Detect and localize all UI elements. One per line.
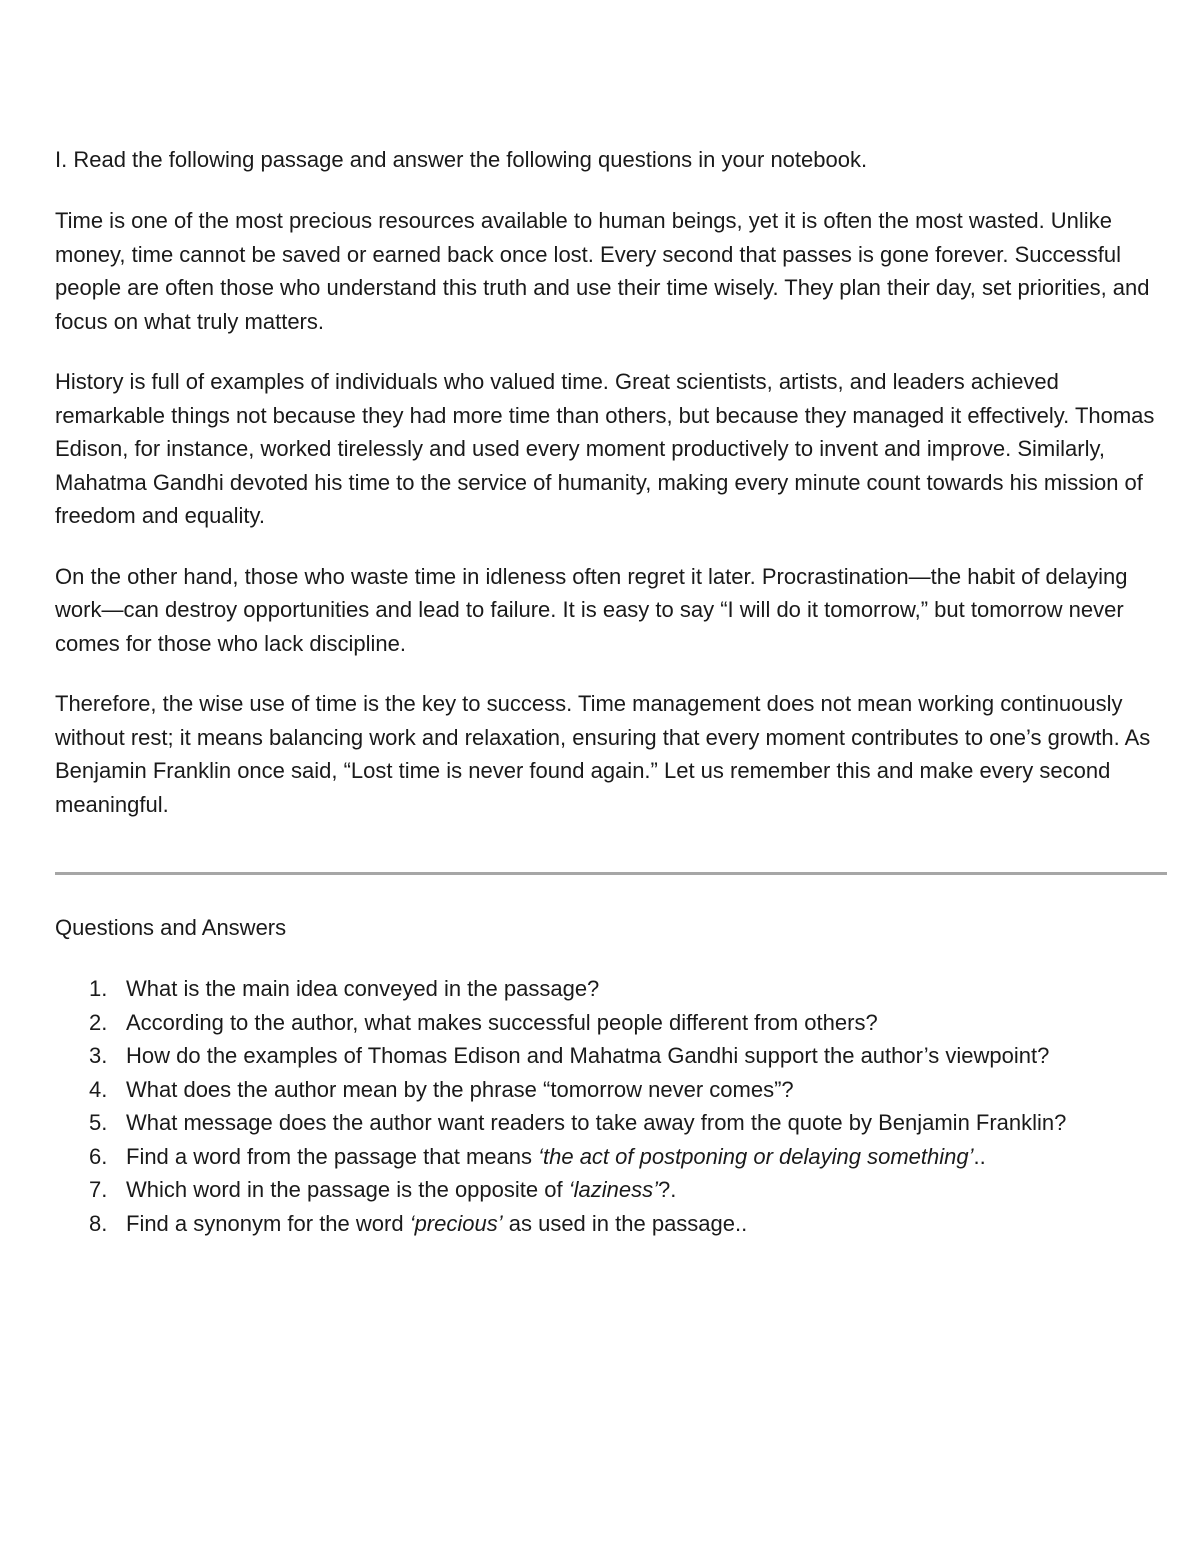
question-text-tail: ?. xyxy=(657,1177,677,1202)
question-italic-phrase: ‘the act of postponing or delaying something’ xyxy=(538,1143,974,1169)
question-number: 6. xyxy=(89,1143,108,1169)
question-item xyxy=(55,1207,1165,1241)
question-number: 2. xyxy=(89,1009,108,1035)
passage-paragraph: On the other hand, those who waste time in idleness often regret it later. Procrastination—the habit of delaying work—can destroy opportunities and lead to failure. It is easy to say “I will do it tomorrow,” but tomorrow never comes for those who lack discipline. xyxy=(55,563,1128,656)
question-text: What message does the author want readers to take away from the quote by Benjamin Franklin? xyxy=(126,1110,1067,1135)
question-text-lead: Which word in the passage is the opposite of xyxy=(126,1177,569,1202)
question-text: What is the main idea conveyed in the passage? xyxy=(126,976,600,1001)
question-item xyxy=(55,972,1165,1006)
questions-heading: Questions and Answers xyxy=(55,915,287,940)
passage-paragraph: Time is one of the most precious resources available to human beings, yet it is often the most wasted. Unlike money, time cannot be saved or earned back once lost. Every second that passes is gone forever. Successful people are often those who understand this truth and use their time wisely. They plan their day, set priorities, and focus on what truly matters. xyxy=(55,208,1150,334)
question-item xyxy=(55,1173,1165,1207)
question-text: What does the author mean by the phrase “tomorrow never comes”? xyxy=(126,1076,794,1102)
question-number: 5. xyxy=(89,1110,108,1135)
question-number: 7. xyxy=(89,1177,108,1202)
question-item xyxy=(55,1140,1165,1174)
question-item xyxy=(55,1106,1165,1140)
passage-paragraph: History is full of examples of individuals who valued time. Great scientists, artists, and leaders achieved remarkable things not because they had more time than others, but because they managed it effectively. Thomas Edison, for instance, worked tirelessly and used every moment productively to invent and improve. Similarly, Mahatma Gandhi devoted his time to the service of humanity, making every minute count towards his mission of freedom and equality. xyxy=(55,369,1155,528)
question-number: 1. xyxy=(89,976,108,1001)
instruction-text: I. Read the following passage and answer the following questions in your notebook. xyxy=(55,147,868,172)
question-text-lead: Find a word from the passage that means xyxy=(126,1143,539,1169)
question-number: 8. xyxy=(89,1210,108,1236)
reading-passage xyxy=(55,204,1165,848)
question-number: 4. xyxy=(89,1076,108,1102)
question-item xyxy=(55,1073,1165,1107)
question-text-tail: as used in the passage.. xyxy=(502,1210,748,1236)
question-number: 3. xyxy=(89,1043,108,1068)
question-italic-phrase: ‘laziness’ xyxy=(568,1177,658,1202)
question-text-tail: .. xyxy=(973,1143,986,1169)
question-item xyxy=(55,1006,1165,1040)
question-text: According to the author, what makes successful people different from others? xyxy=(126,1009,878,1035)
passage-paragraph: Therefore, the wise use of time is the key to success. Time management does not mean working continuously without rest; it means balancing work and relaxation, ensuring that every moment contributes to one’s growth. As Benjamin Franklin once said, “Lost time is never found again.” Let us remember this and make every second meaningful. xyxy=(55,691,1151,817)
question-item xyxy=(55,1039,1165,1073)
question-italic-phrase: ‘precious’ xyxy=(409,1210,503,1236)
question-text: How do the examples of Thomas Edison and Mahatma Gandhi support the author’s viewpoint? xyxy=(126,1043,1050,1068)
question-text-lead: Find a synonym for the word xyxy=(126,1210,410,1236)
section-divider xyxy=(55,872,1167,875)
questions-list xyxy=(55,972,1165,1240)
